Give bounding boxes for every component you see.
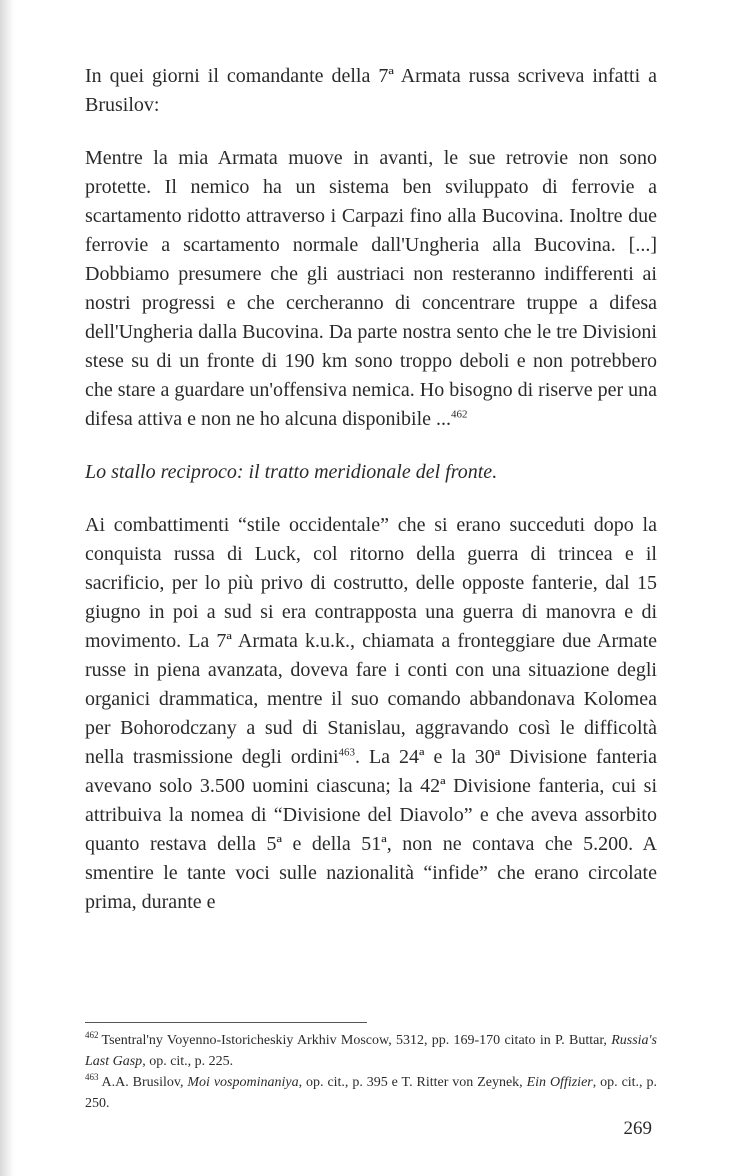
footnote-title: Moi vospominaniya — [187, 1075, 299, 1090]
block-quote — [85, 144, 657, 434]
quote-text: Mentre la mia Armata muove in avanti, le sue retrovie non sono protette. Il nemico ha un sistema ben sviluppato di ferrovie a scartamento ridotto attraverso i Carpazi fino alla Bucovina. Inoltre due ferrovie a scartamento normale dall'Ungheria alla Bucovina. [...] Dobbiamo presumere che gli austriaci non resteranno indifferenti ai nostri progressi e che cercheranno di concentrare truppe a difesa dell'Ungheria dalla Bucovina. Da parte nostra sento che le tre Divisioni stese su di un fronte di 190 km sono troppo deboli e non potrebbero che stare a guardare un'offensiva nemica. Ho bisogno di riserve per una difesa attiva e non ne ho alcuna disponibile ... — [85, 147, 657, 430]
footnote-number: 463 — [85, 1072, 99, 1083]
page-body — [85, 62, 657, 917]
scan-shadow — [0, 0, 14, 1176]
footnotes — [85, 1030, 657, 1114]
footnote-462 — [85, 1030, 657, 1072]
footnote-text: , op. cit., p. 250. — [85, 1075, 657, 1111]
footnote-text: , op. cit., p. 225. — [142, 1054, 234, 1069]
footnote-ref-462: 462 — [451, 408, 468, 421]
footnote-text: , op. cit., p. 395 e T. Ritter von Zeynek, — [298, 1075, 527, 1090]
page-number: 269 — [623, 1118, 652, 1139]
body-paragraph — [85, 511, 657, 917]
body-text-part1: Ai combattimenti “stile occidentale” che si erano succeduti dopo la conquista russa di Luck, col ritorno della guerra di trincea e il sacrificio, per lo più privo di costrutto, delle opposte fanterie, dal 15 giugno in poi a sud si era contrapposta una guerra di manovra e di movimento. La 7ª Armata k.u.k., chiamata a fronteggiare due Armate russe in piena avanzata, doveva fare i conti con una situazione degli organici drammatica, mentre il suo comando abbandonava Kolomea per Bohorodczany a sud di Stanislau, aggravando così le difficoltà nella trasmissione degli ordini — [85, 514, 657, 768]
footnote-ref-463: 463 — [338, 746, 355, 759]
intro-paragraph: In quei giorni il comandante della 7ª Armata russa scriveva infatti a Brusilov: — [85, 65, 657, 116]
footnote-divider — [85, 1022, 367, 1023]
footnote-text: A.A. Brusilov, — [101, 1075, 188, 1090]
footnote-463 — [85, 1072, 657, 1114]
footnote-title: Russia's Last Gasp — [85, 1033, 657, 1069]
footnote-text: Tsentral'ny Voyenno-Istoricheskiy Arkhiv Moscow, 5312, pp. 169-170 citato in P. Buttar, — [101, 1033, 612, 1048]
footnote-number: 462 — [85, 1030, 99, 1041]
section-heading: Lo stallo reciproco: il tratto meridionale del fronte. — [85, 461, 498, 483]
body-text-part2: . La 24ª e la 30ª Divisione fanteria avevano solo 3.500 uomini ciascuna; la 42ª Divisione fanteria, cui si attribuiva la nomea di “Divisione del Diavolo” e che aveva assorbito quanto restava della 5ª e della 51ª, non ne contava che 5.200. A smentire le tante voci sulle nazionalità “infide” che erano circolate prima, durante e — [85, 746, 657, 913]
footnote-title: Ein Offizier — [526, 1075, 593, 1090]
